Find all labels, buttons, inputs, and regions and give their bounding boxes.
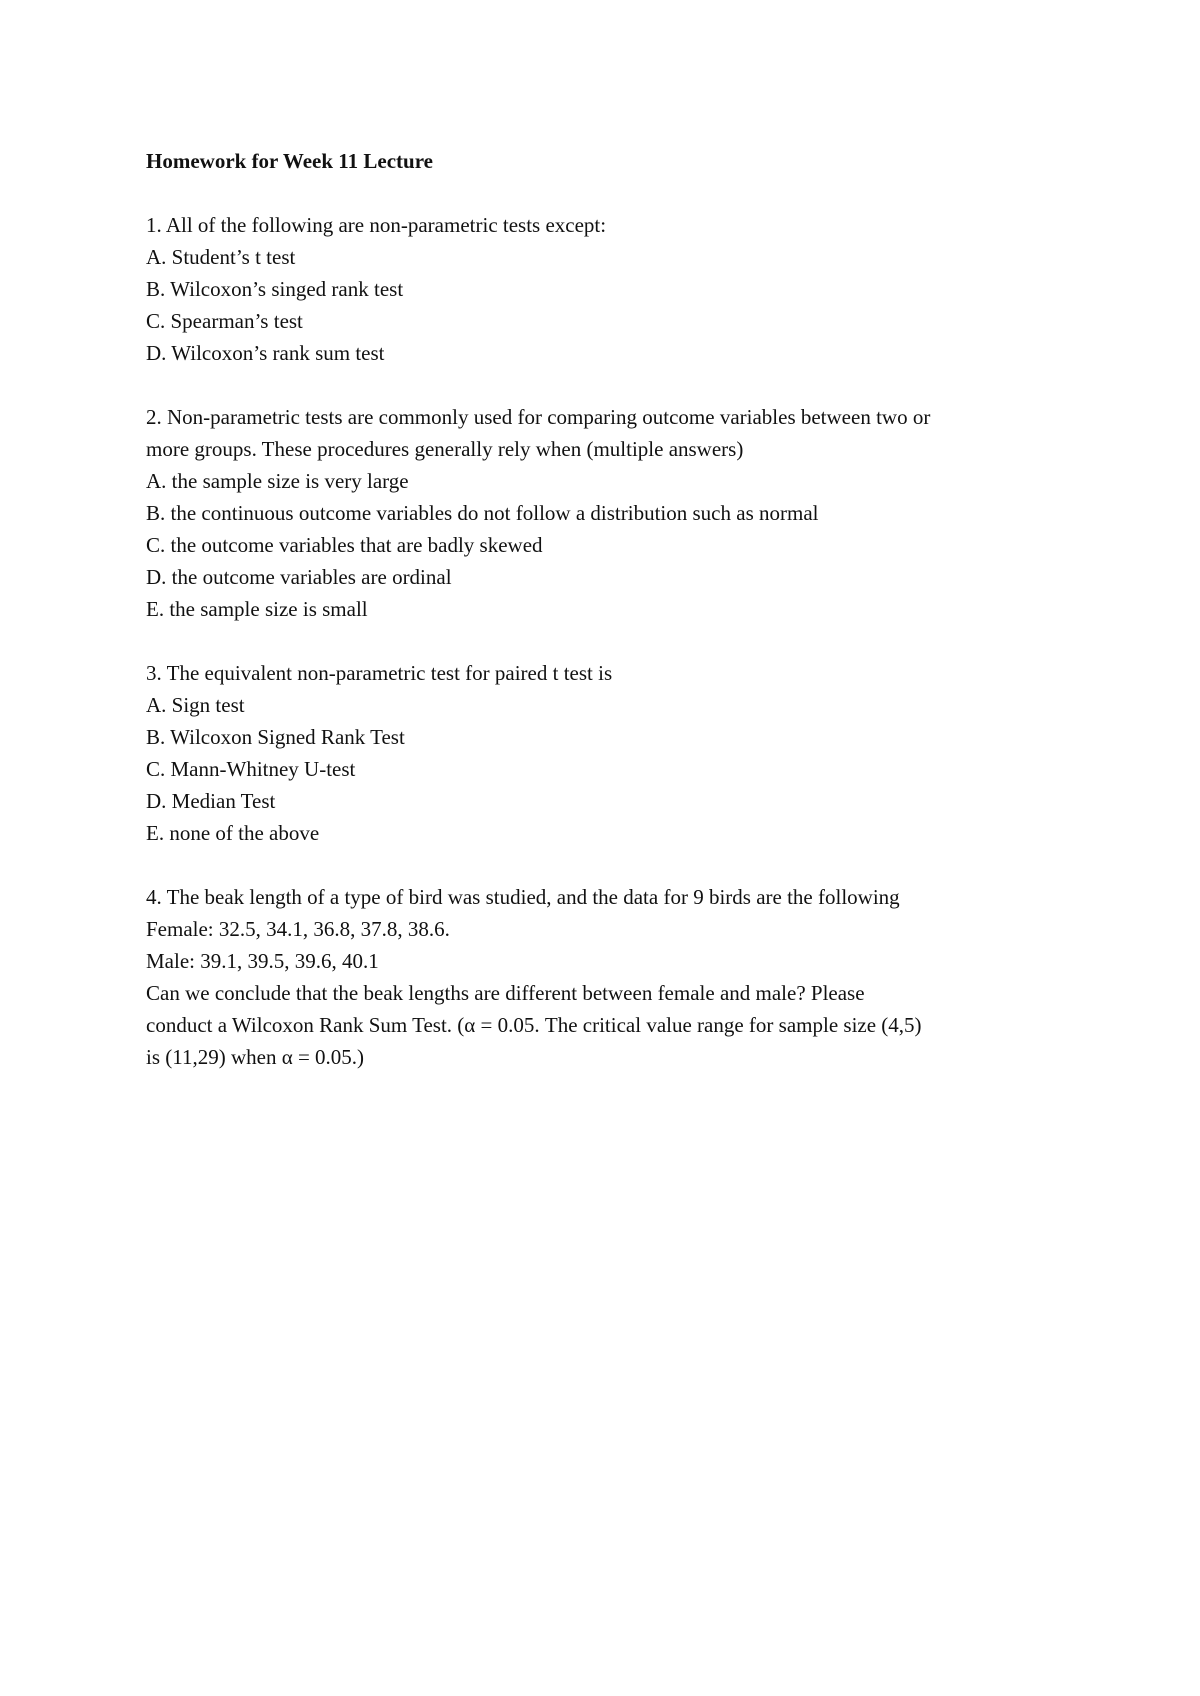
question-3-option-c: C. Mann-Whitney U-test [146, 757, 356, 781]
question-4-male-data: Male: 39.1, 39.5, 39.6, 40.1 [146, 949, 379, 973]
question-4 [146, 881, 1086, 1073]
question-3-option-e: E. none of the above [146, 821, 320, 845]
question-2-option-c: C. the outcome variables that are badly skewed [146, 533, 543, 557]
question-4-prompt-line-2: conduct a Wilcoxon Rank Sum Test. (α = 0.05. The critical value range for sample size (4,5) [146, 1013, 922, 1037]
question-4-stem-line-1: 4. The beak length of a type of bird was studied, and the data for 9 birds are the following [146, 885, 900, 909]
question-1-stem: 1. All of the following are non-parametric tests except: [146, 213, 607, 237]
question-3 [146, 657, 1086, 849]
document-title: Homework for Week 11 Lecture [146, 149, 433, 173]
question-3-stem: 3. The equivalent non-parametric test for paired t test is [146, 661, 613, 685]
question-1 [146, 209, 1086, 369]
question-2-stem-line-2: more groups. These procedures generally rely when (multiple answers) [146, 437, 744, 461]
question-1-option-a: A. Student’s t test [146, 245, 296, 269]
question-2 [146, 401, 1086, 625]
question-4-prompt-line-3: is (11,29) when α = 0.05.) [146, 1045, 365, 1069]
question-1-option-d: D. Wilcoxon’s rank sum test [146, 341, 385, 365]
question-2-option-d: D. the outcome variables are ordinal [146, 565, 452, 589]
question-3-option-a: A. Sign test [146, 693, 245, 717]
question-1-option-c: C. Spearman’s test [146, 309, 303, 333]
question-2-stem-line-1: 2. Non-parametric tests are commonly used for comparing outcome variables between two or [146, 405, 931, 429]
question-2-option-a: A. the sample size is very large [146, 469, 409, 493]
question-2-option-e: E. the sample size is small [146, 597, 368, 621]
question-1-option-b: B. Wilcoxon’s singed rank test [146, 277, 404, 301]
question-3-option-d: D. Median Test [146, 789, 276, 813]
question-4-female-data: Female: 32.5, 34.1, 36.8, 37.8, 38.6. [146, 917, 450, 941]
document-body [146, 145, 1086, 1105]
question-4-prompt-line-1: Can we conclude that the beak lengths are different between female and male? Please [146, 981, 865, 1005]
question-3-option-b: B. Wilcoxon Signed Rank Test [146, 725, 405, 749]
question-2-option-b: B. the continuous outcome variables do not follow a distribution such as normal [146, 501, 819, 525]
